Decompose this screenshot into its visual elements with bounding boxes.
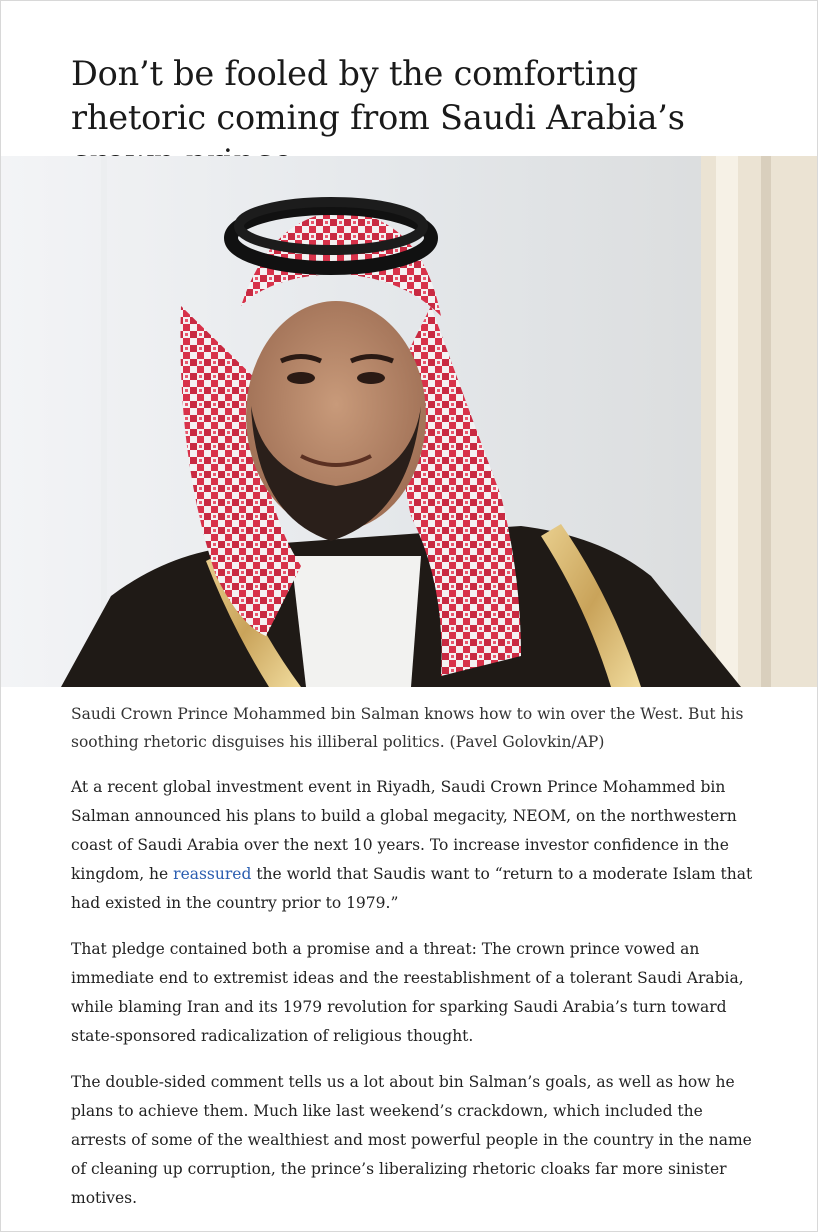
article-paragraph-1 bbox=[71, 773, 755, 918]
paragraph-1-text-end: the world that Saudis want to “return to a moderate Islam that had existed in the country prior to 1979.” bbox=[71, 865, 753, 912]
reassured-link[interactable]: reassured bbox=[173, 865, 252, 883]
paragraph-1-text-start: At a recent global investment event in Riyadh, Saudi Crown Prince Mohammed bin Salman announced his plans to build a global megacity, NEOM, on the northwestern coast of Saudi Arabia over the next 10 years. To increase investor confidence in the kingdom, he bbox=[71, 778, 737, 883]
portrait-illustration bbox=[1, 156, 817, 687]
article-photo bbox=[1, 156, 817, 687]
article-headline: Don’t be fooled by the comforting rhetoric coming from Saudi Arabia’s bbox=[71, 54, 685, 137]
article-paragraph-3: The double-sided comment tells us a lot about bin Salman’s goals, as well as how he plans to achieve them. Much like last weekend’s crackdown, which included the arrests of some of the wealthiest and most powerful people in the country in the name of cleaning up corruption, the prince’s liberalizing rhetoric cloaks far more sinister motives. bbox=[71, 1073, 752, 1207]
article-paragraph-2: That pledge contained both a promise and a threat: The crown prince vowed an immediate end to extremist ideas and the reestablishment of a tolerant Saudi Arabia, while blaming Iran and its 1979 revolution for sparking Saudi Arabia’s turn toward state-sponsored radicalization of religious thought. bbox=[71, 940, 744, 1045]
photo-caption: Saudi Crown Prince Mohammed bin Salman knows how to win over the West. But his soothing rhetoric disguises his illiberal politics. (Pavel Golovkin/AP) bbox=[71, 705, 744, 751]
